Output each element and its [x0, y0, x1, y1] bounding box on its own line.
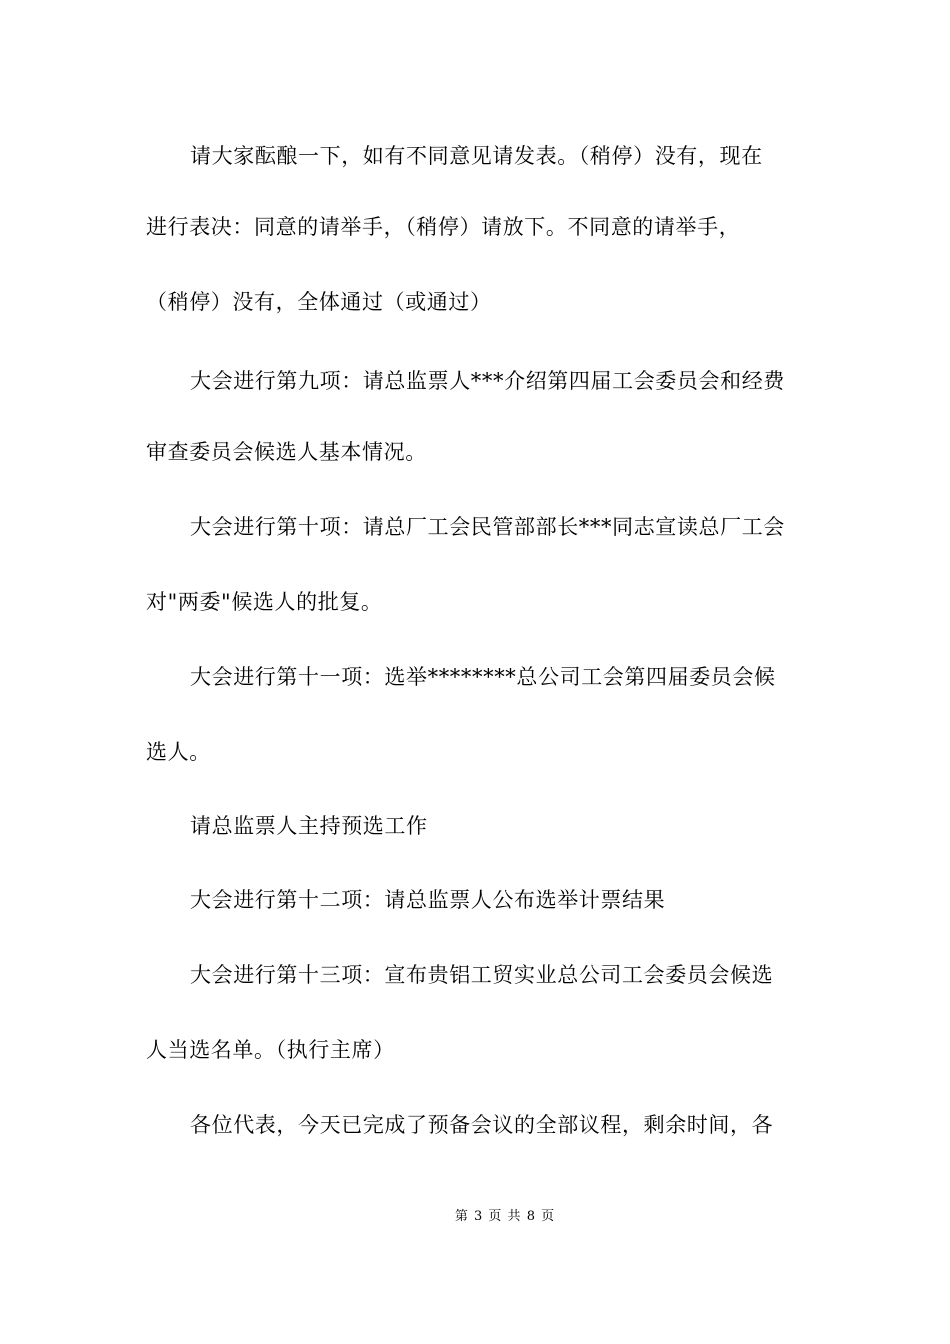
paragraph-line: （稍停）没有，全体通过（或通过）: [146, 290, 492, 314]
paragraph-line: 人当选名单。（执行主席）: [146, 1038, 395, 1062]
paragraph-line: 大会进行第十一项：选举********总公司工会第四届委员会候: [190, 665, 776, 689]
paragraph-line: 大会进行第十项：请总厂工会民管部部长***同志宣读总厂工会: [190, 515, 785, 539]
paragraph-line: 大会进行第十二项：请总监票人公布选举计票结果: [190, 888, 666, 912]
paragraph-line: 各位代表，今天已完成了预备会议的全部议程，剩余时间，各: [190, 1113, 774, 1137]
paragraph-line: 大会进行第九项：请总监票人***介绍第四届工会委员会和经费: [190, 369, 785, 393]
paragraph-line: 大会进行第十三项：宣布贵铝工贸实业总公司工会委员会候选: [190, 963, 774, 987]
paragraph-line: 审查委员会候选人基本情况。: [146, 440, 427, 464]
paragraph-line: 请大家酝酿一下，如有不同意见请发表。（稍停）没有，现在: [190, 144, 763, 168]
paragraph-line: 选人。: [146, 740, 211, 764]
page-number-footer: 第 3 页 共 8 页: [454, 1209, 556, 1224]
paragraph-line: 进行表决：同意的请举手，（稍停）请放下。不同意的请举手，: [146, 215, 741, 239]
paragraph-line: 请总监票人主持预选工作: [190, 814, 428, 838]
paragraph-line: 对"两委"候选人的批复。: [146, 590, 383, 614]
